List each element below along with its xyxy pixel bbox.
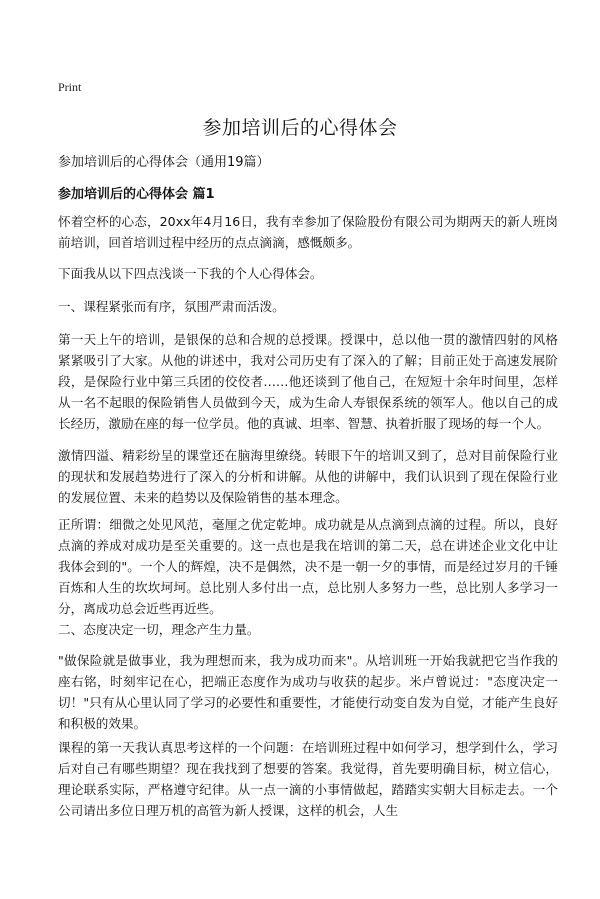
document-subtitle: 参加培训后的心得体会（通用19篇）	[58, 155, 270, 170]
paragraph: 第一天上午的培训，是银保的总和合规的总授课。授课中，总以他一贯的激情四射的风格紧紧吸引了大家。从他的讲述中，我对公司历史有了深入的了解；目前正处于高速发展阶段，是保险行业中第三兵团的佼佼者……他还谈到了他自己，在短短十余年时间里，怎样从一名不起眼的保险销售人员做到今天，成为生命人寿银保系统的领军人。他以自己的成长经历，激励在座的每一位学员。他的真诚、坦率、智慧、执着折服了现场的每一个人。	[58, 332, 558, 431]
section-heading: 参加培训后的心得体会 篇1	[58, 187, 215, 202]
paragraph: 二、态度决定一切，理念产生力量。	[58, 622, 260, 637]
paragraph: 怀着空杯的心态，20xx年4月16日，我有幸参加了保险股份有限公司为期两天的新人班岗前培训，回首培训过程中经历的点点滴滴，感慨颇多。	[58, 214, 558, 250]
paragraph: 正所谓：细微之处见风范，毫厘之优定乾坤。成功就是从点滴到点滴的过程。所以，良好点滴的养成对成功是至关重要的。这一点也是我在培训的第二天，总在讲述企业文化中让我体会到的"。一个人的辉煌，决不是偶然，决不是一朝一夕的事情，而是经过岁月的千锤百炼和人生的坎坎坷坷。总比别人多付出一点，总比别人多努力一些，总比别人多学习一分，离成功总会近些再近些。	[58, 517, 558, 616]
paragraph: 下面我从以下四点浅谈一下我的个人心得体会。	[58, 266, 323, 281]
print-label[interactable]: Print	[58, 80, 82, 94]
page-title: 参加培训后的心得体会	[202, 117, 398, 139]
paragraph: 激情四溢、精彩纷呈的课堂还在脑海里缭绕。转眼下午的培训又到了，总对目前保险行业的现状和发展趋势进行了深入的分析和讲解。从他的讲解中，我们认识到了现在保险行业的发展位置、未来的趋势以及保险销售的基本理念。	[58, 448, 558, 505]
paragraph: 一、课程紧张而有序，氛围严肃而活泼。	[58, 299, 285, 314]
paragraph: 课程的第一天我认真思考这样的一个问题：在培训班过程中如何学习，想学到什么，学习后对自己有哪些期望？现在我找到了想要的答案。我觉得，首先要明确目标，树立信心，理论联系实际，严格遵守纪律。从一点一滴的小事情做起，踏踏实实朝大目标走去。一个公司请出多位日理万机的高管为新人授课，这样的机会，人生	[58, 740, 558, 818]
paragraph: "做保险就是做事业，我为理想而来，我为成功而来"。从培训班一开始我就把它当作我的座右铭，时刻牢记在心，把端正态度作为成功与收获的起步。米卢曾说过："态度决定一切！"只有从心里认同了学习的必要性和重要性，才能使行动变自发为自觉，才能产生良好和积极的效果。	[58, 653, 558, 731]
